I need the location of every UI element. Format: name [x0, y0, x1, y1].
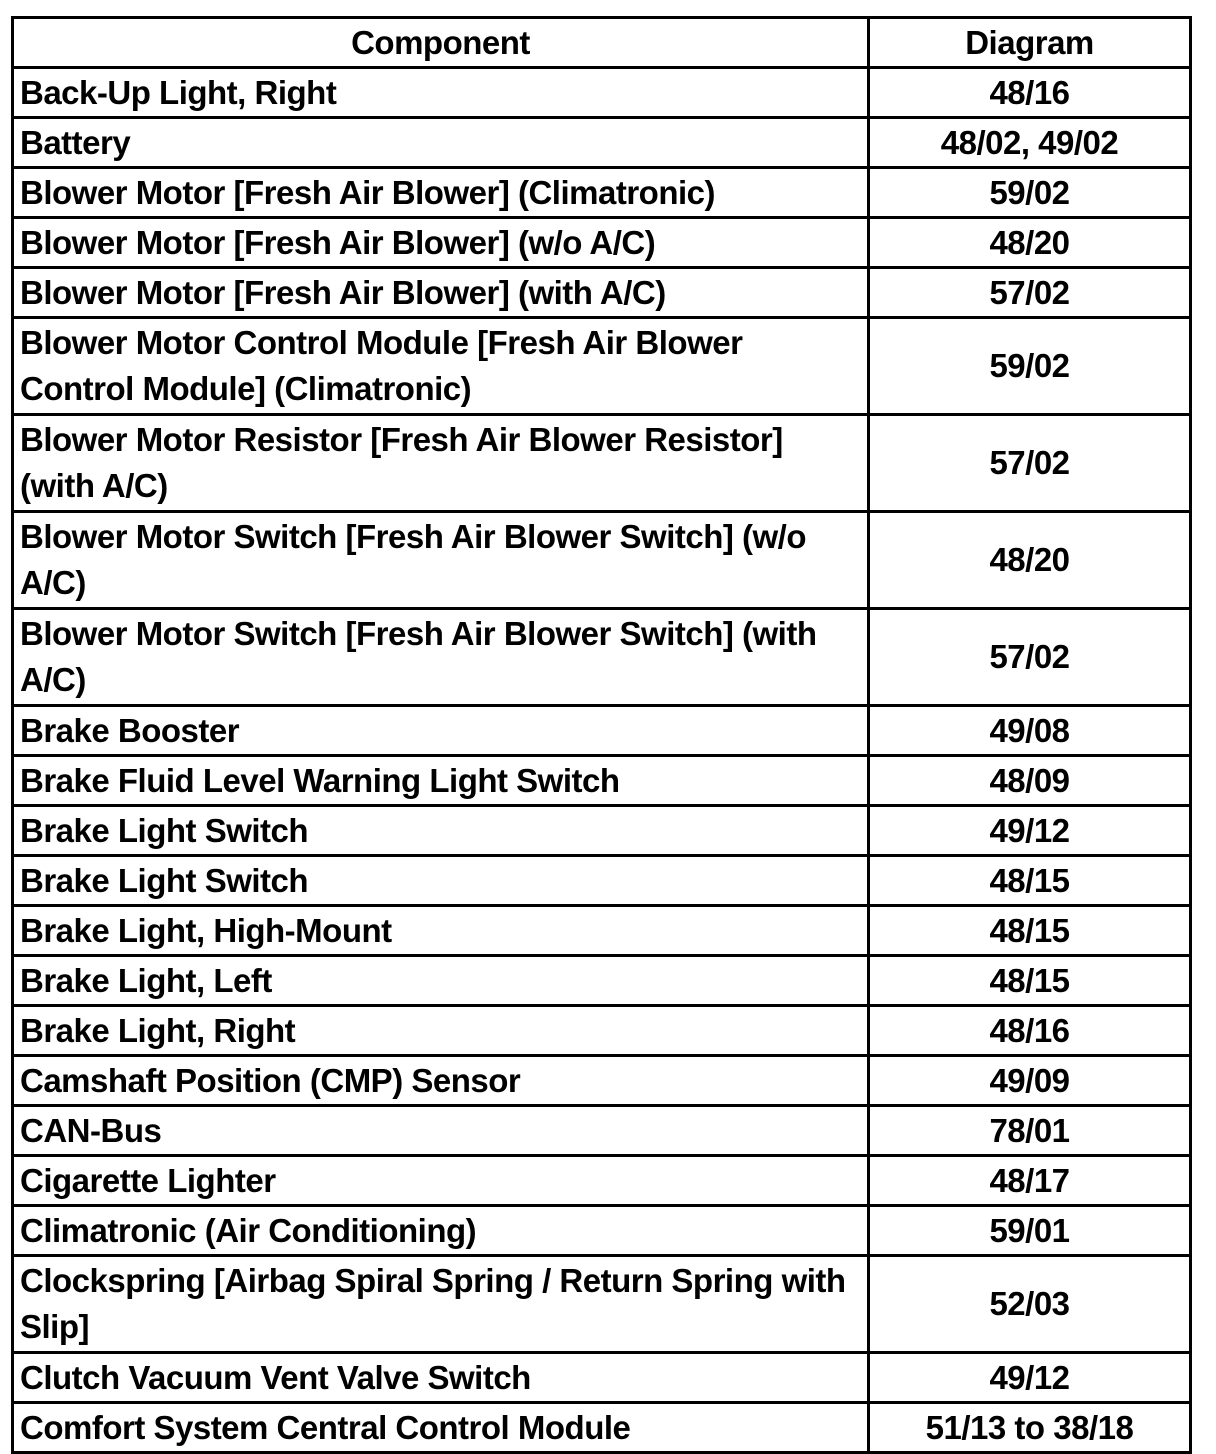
component-cell: Back-Up Light, Right — [13, 68, 869, 118]
table-row — [13, 318, 1191, 415]
diagram-column-header: Diagram — [869, 18, 1191, 68]
table-row — [13, 906, 1191, 956]
diagram-cell: 59/02 — [869, 168, 1191, 218]
component-cell: Clockspring [Airbag Spiral Spring / Return Spring with Slip] — [13, 1256, 869, 1353]
diagram-cell: 48/15 — [869, 956, 1191, 1006]
diagram-cell: 48/15 — [869, 856, 1191, 906]
diagram-cell: 59/02 — [869, 318, 1191, 415]
table-row — [13, 1156, 1191, 1206]
header-row — [13, 18, 1191, 68]
component-cell: Brake Booster — [13, 706, 869, 756]
component-cell: Brake Fluid Level Warning Light Switch — [13, 756, 869, 806]
table-row — [13, 512, 1191, 609]
component-cell: Clutch Vacuum Vent Valve Switch — [13, 1353, 869, 1403]
diagram-cell: 59/01 — [869, 1206, 1191, 1256]
diagram-cell: 48/17 — [869, 1156, 1191, 1206]
component-cell: Comfort System Central Control Module — [13, 1403, 869, 1453]
table-row — [13, 218, 1191, 268]
table-row — [13, 609, 1191, 706]
table-row — [13, 68, 1191, 118]
table-row — [13, 956, 1191, 1006]
component-cell: Brake Light, High-Mount — [13, 906, 869, 956]
diagram-cell: 49/12 — [869, 1353, 1191, 1403]
table-row — [13, 1006, 1191, 1056]
component-cell: Brake Light, Right — [13, 1006, 869, 1056]
table-row — [13, 168, 1191, 218]
component-cell: Camshaft Position (CMP) Sensor — [13, 1056, 869, 1106]
diagram-cell: 48/16 — [869, 68, 1191, 118]
component-diagram-table — [11, 16, 1192, 1454]
table-row — [13, 1256, 1191, 1353]
table-row — [13, 856, 1191, 906]
diagram-cell: 49/09 — [869, 1056, 1191, 1106]
diagram-cell: 51/13 to 38/18 — [869, 1403, 1191, 1453]
diagram-cell: 48/20 — [869, 218, 1191, 268]
diagram-cell: 48/15 — [869, 906, 1191, 956]
diagram-cell: 48/16 — [869, 1006, 1191, 1056]
table-row — [13, 706, 1191, 756]
diagram-cell: 57/02 — [869, 268, 1191, 318]
component-cell: Blower Motor [Fresh Air Blower] (Climatronic) — [13, 168, 869, 218]
diagram-cell: 52/03 — [869, 1256, 1191, 1353]
component-cell: Blower Motor Switch [Fresh Air Blower Switch] (w/o A/C) — [13, 512, 869, 609]
table-row — [13, 1403, 1191, 1453]
table-row — [13, 1206, 1191, 1256]
diagram-cell: 49/08 — [869, 706, 1191, 756]
component-cell: Blower Motor Resistor [Fresh Air Blower Resistor] (with A/C) — [13, 415, 869, 512]
component-cell: Climatronic (Air Conditioning) — [13, 1206, 869, 1256]
component-cell: CAN-Bus — [13, 1106, 869, 1156]
table-row — [13, 756, 1191, 806]
diagram-cell: 78/01 — [869, 1106, 1191, 1156]
component-column-header: Component — [13, 18, 869, 68]
diagram-cell: 57/02 — [869, 609, 1191, 706]
component-cell: Blower Motor [Fresh Air Blower] (with A/C) — [13, 268, 869, 318]
diagram-cell: 57/02 — [869, 415, 1191, 512]
component-cell: Brake Light, Left — [13, 956, 869, 1006]
component-cell: Brake Light Switch — [13, 806, 869, 856]
table-row — [13, 1353, 1191, 1403]
diagram-cell: 48/09 — [869, 756, 1191, 806]
component-cell: Blower Motor Control Module [Fresh Air Blower Control Module] (Climatronic) — [13, 318, 869, 415]
table-row — [13, 1106, 1191, 1156]
table-row — [13, 268, 1191, 318]
table-row — [13, 1056, 1191, 1106]
table-row — [13, 118, 1191, 168]
table-row — [13, 415, 1191, 512]
component-cell: Battery — [13, 118, 869, 168]
component-cell: Cigarette Lighter — [13, 1156, 869, 1206]
component-cell: Blower Motor Switch [Fresh Air Blower Switch] (with A/C) — [13, 609, 869, 706]
component-cell: Brake Light Switch — [13, 856, 869, 906]
component-cell: Blower Motor [Fresh Air Blower] (w/o A/C) — [13, 218, 869, 268]
table-row — [13, 806, 1191, 856]
diagram-cell: 49/12 — [869, 806, 1191, 856]
diagram-cell: 48/02, 49/02 — [869, 118, 1191, 168]
diagram-cell: 48/20 — [869, 512, 1191, 609]
